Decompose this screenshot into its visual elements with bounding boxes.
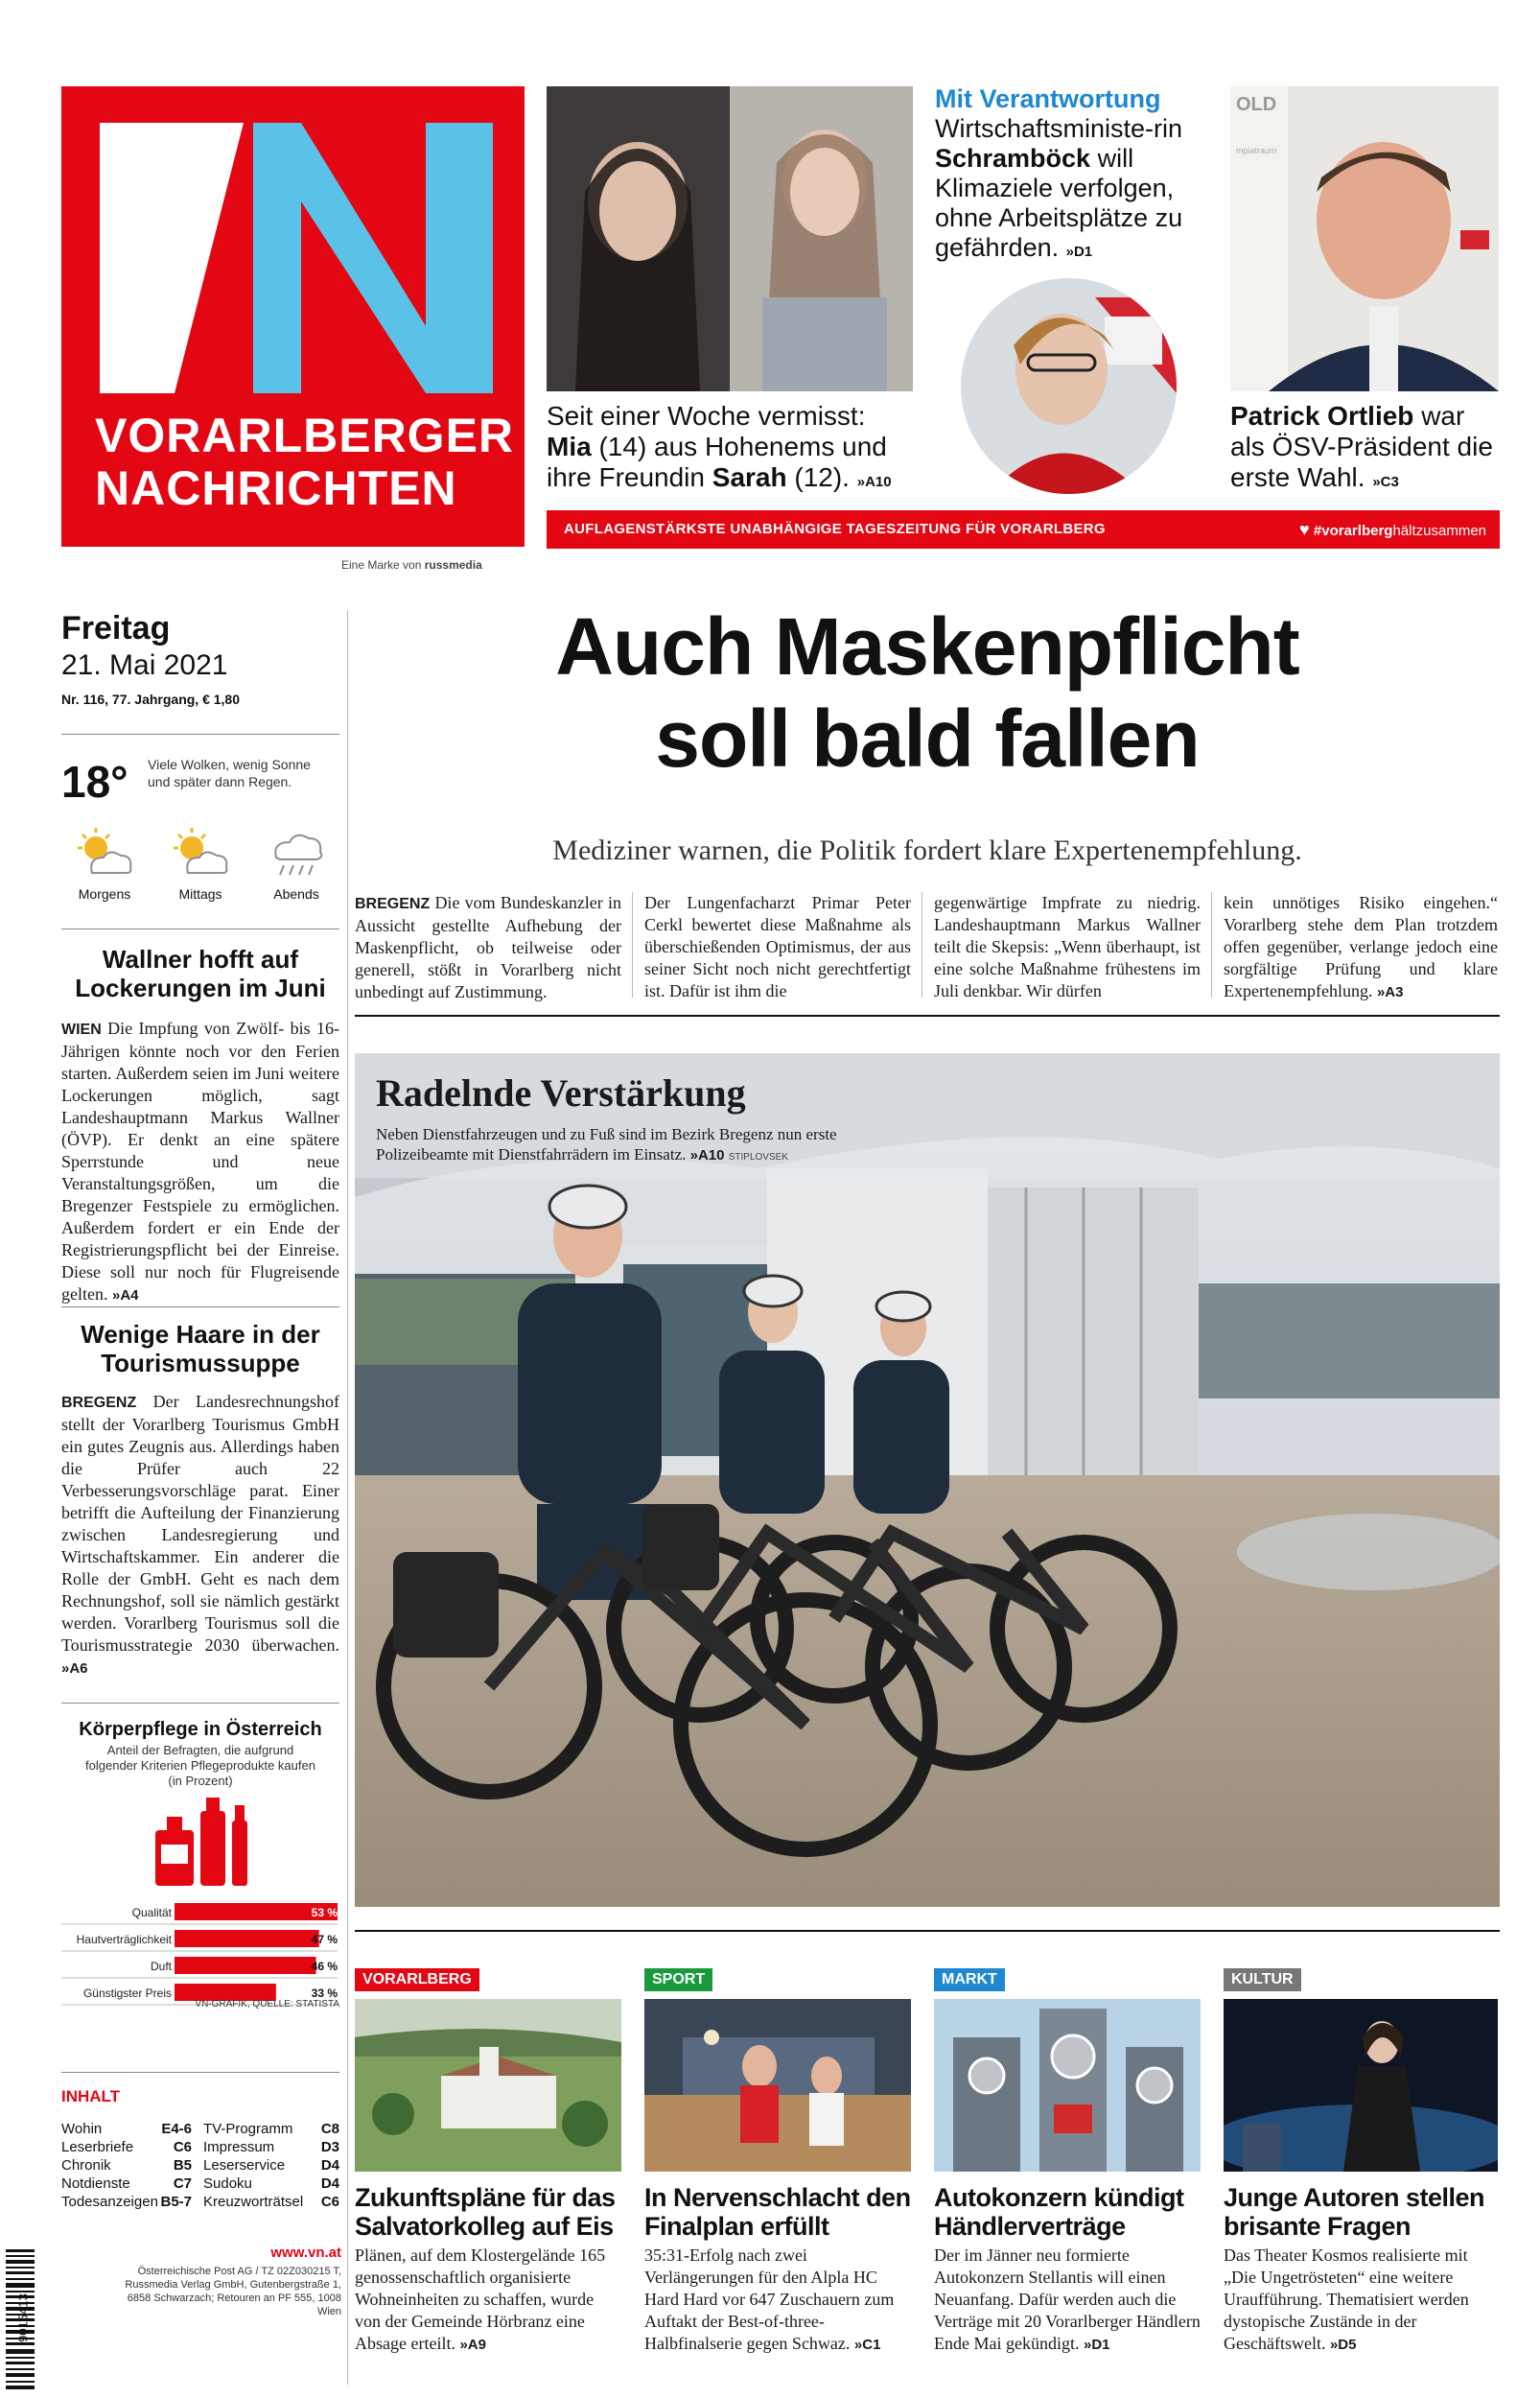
climate-teaser[interactable] <box>935 84 1199 267</box>
brand-note <box>341 558 482 572</box>
rain-cloud-icon <box>263 825 330 882</box>
section-headline: Autokonzern kündigt Händlerverträge <box>934 2183 1184 2241</box>
photo-caption-text: Neben Dienstfahrzeugen und zu Fuß sind im Bezirk Bregenz nun erste Polizeibeamte mit Dienstfahrrädern im Einsatz. <box>376 1125 837 1164</box>
issue-number: Nr. 116, 77. Jahrgang, € 1,80 <box>61 692 240 707</box>
lead-subhead: Mediziner warnen, die Politik fordert klare Expertenempfehlung. <box>552 835 1302 866</box>
sun-cloud-icon <box>71 825 138 882</box>
contents-entry-label: TV-Programm <box>203 2121 293 2137</box>
section-kicker[interactable]: KULTUR <box>1224 1968 1301 1991</box>
contents-entry-page: C6 <box>320 2194 339 2210</box>
section-kicker[interactable]: VORARLBERG <box>355 1968 479 1991</box>
imprint-text: Österreichische Post AG / TZ 02Z030215 T, Russmedia Verlag GmbH, Gutenbergstraße 1, 6858 Schwarzach; Retouren an PF 555, 1008 Wien <box>125 2266 341 2317</box>
weather-description: Viele Wolken, wenig Sonne und später dann Regen. <box>148 757 311 789</box>
infographic-bar-chart <box>61 1903 339 2009</box>
missing-text-post: (12). <box>794 462 850 492</box>
sidebar-story-headline: Wallner hofft auf Lockerungen im Juni <box>75 945 326 1002</box>
climate-ref: »D1 <box>1065 244 1093 260</box>
lead-column-text: Die vom Bundeskanzler in Aussicht gestellte Aufhebung der Maskenpflicht, ob teilweise oder generell, stößt in Vorarlberg nicht unbedingt auf Zustimmung. <box>355 893 621 1001</box>
weather-period <box>157 825 244 902</box>
ortlieb-text: war als ÖSV-Präsident die erste Wahl. <box>1230 401 1493 492</box>
car-dealer-photo <box>934 1999 1201 2172</box>
contents-entry-page: C8 <box>320 2121 339 2137</box>
contents-entry-label: Notdienste <box>61 2175 130 2192</box>
lead-column-text: Der Lungenfacharzt Primar Peter Cerkl bewertet diese Maßnahme als überschießenden Optimismus, der aus seiner Sicht noch nicht gerechtfertigt ist. Dafür ist ihm die <box>644 893 911 1000</box>
salvatorkolleg-photo <box>355 1999 621 2172</box>
imprint-url[interactable]: www.vn.at <box>270 2245 341 2261</box>
banner-tagline: AUFLAGENSTÄRKSTE UNABHÄNGIGE TAGESZEITUNG FÜR VORARLBERG <box>564 521 1106 537</box>
sidebar-story[interactable] <box>61 945 339 1306</box>
masthead-name-line1: VORARLBERGER <box>95 409 515 462</box>
ortlieb-bg-sign: OLD <box>1236 94 1277 115</box>
climate-text-post: will Klimaziele verfolgen, ohne Arbeitsplätze zu gefährden. <box>935 144 1183 262</box>
brand-note-prefix: Eine Marke von <box>341 558 422 572</box>
infographic-title: Körperpflege in Österreich <box>79 1719 322 1740</box>
heart-icon: ♥ <box>1299 520 1310 539</box>
chart-bar <box>175 1930 319 1947</box>
contents-entry-label: Leserservice <box>203 2157 286 2174</box>
section-text <box>644 2245 911 2356</box>
contents-entry-page: C7 <box>173 2175 192 2192</box>
contents-entry[interactable] <box>61 2120 192 2138</box>
schramboeck-portrait <box>961 278 1177 494</box>
section-body: Der im Jänner neu formierte Autokonzern Stellantis will einen Neuanfang. Dafür werden auch die Verträge mit 20 Vorarlberger Händlern Ende Mai gekündigt. <box>934 2245 1201 2353</box>
banner-hashtag[interactable] <box>1299 520 1486 540</box>
weather-periods <box>61 825 339 902</box>
contents-entry-page: B5 <box>173 2157 192 2174</box>
sidebar-story-dateline: WIEN <box>61 1022 102 1038</box>
contents-entry-label: Todesanzeigen <box>61 2194 158 2210</box>
barcode <box>6 2249 44 2393</box>
chart-value-label: 53 % <box>311 1906 338 1919</box>
sidebar-story-headline: Wenige Haare in der Tourismussuppe <box>81 1320 320 1377</box>
section-text <box>1224 2245 1498 2356</box>
ortlieb-teaser[interactable] <box>1230 401 1504 498</box>
contents-entry[interactable] <box>61 2193 192 2211</box>
contents-box <box>61 2087 339 2211</box>
sidebar-story[interactable] <box>61 1320 339 1680</box>
section-teaser[interactable] <box>934 1968 1201 2356</box>
weather-period-label: Abends <box>273 886 319 902</box>
photo-headline: Radelnde Verstärkung <box>376 1071 746 1115</box>
weather-period <box>253 825 339 902</box>
lead-column-text: gegenwärtige Impfrate zu niedrig. Landeshauptmann Markus Wallner teilt die Skepsis: „Wenn überhaupt, ist eine solche Maßnahme frühestens im Juli denkbar. Wir dürfen <box>934 893 1201 1000</box>
missing-text-mid: (14) aus Hohenems und ihre Freundin <box>547 432 887 492</box>
weather-box <box>61 748 339 921</box>
contents-entry-page: D4 <box>320 2157 339 2174</box>
contents-entry-page: E4-6 <box>161 2121 192 2137</box>
lead-headline[interactable] <box>357 600 1498 785</box>
contents-entry-label: Kreuzworträtsel <box>203 2194 304 2210</box>
lead-column <box>934 892 1201 1002</box>
contents-entry-label: Impressum <box>203 2139 275 2155</box>
barcode-number: 9015413 <box>15 2293 31 2342</box>
lead-headline-line2: soll bald fallen <box>655 694 1200 784</box>
banner-hashtag-suffix: hältzusammen <box>1392 523 1486 539</box>
missing-girls-photo <box>547 86 913 391</box>
sidebar-story-ref: »A6 <box>61 1660 88 1677</box>
sidebar-story-ref: »A4 <box>111 1287 139 1304</box>
contents-entry[interactable] <box>203 2156 339 2175</box>
contents-entry-page: D3 <box>320 2139 339 2155</box>
missing-name2: Sarah <box>712 462 787 492</box>
climate-text-pre: Wirtschaftsministe-rin <box>935 114 1183 143</box>
missing-ref: »A10 <box>856 474 892 490</box>
infographic <box>61 1719 339 2010</box>
date-box <box>61 610 339 707</box>
lead-column <box>355 892 621 1003</box>
lead-headline-line1: Auch Maskenpflicht <box>555 601 1299 692</box>
weather-period-label: Mittags <box>178 886 222 902</box>
photo-credit: STIPLOVSEK <box>728 1152 788 1163</box>
ortlieb-bg-small: mpiatraum <box>1236 146 1277 155</box>
lead-dateline: BREGENZ <box>355 896 431 912</box>
section-text <box>934 2245 1201 2356</box>
bike-police-photo[interactable] <box>355 1053 1500 1907</box>
contents-entry[interactable] <box>61 2156 192 2175</box>
section-teaser[interactable] <box>1224 1968 1498 2356</box>
section-text <box>355 2245 621 2356</box>
lead-column <box>644 892 911 1002</box>
cosmetics-icon <box>148 1792 253 1888</box>
masthead-name-line2: NACHRICHTEN <box>95 461 457 515</box>
sidebar-story-dateline: BREGENZ <box>61 1395 137 1411</box>
ortlieb-ref: »C3 <box>1372 474 1399 490</box>
contents-entry-label: Wohin <box>61 2121 103 2137</box>
section-body: Plänen, auf dem Klostergelände 165 genossenschaftlich organisierte Wohneinheiten zu schaffen, wurde von der Gemeinde Hörbranz eine Absage erteilt. <box>355 2245 606 2353</box>
contents-entry-page: C6 <box>173 2139 192 2155</box>
section-teaser[interactable] <box>644 1968 911 2356</box>
masthead-banner <box>547 510 1500 549</box>
missing-text-pre: Seit einer Woche vermisst: <box>547 401 866 431</box>
section-headline: In Nervenschlacht den Finalplan erfüllt <box>644 2183 911 2241</box>
photo-caption <box>376 1124 894 1167</box>
contents-entry-label: Chronik <box>61 2157 111 2174</box>
weather-period <box>61 825 148 902</box>
banner-hashtag-prefix: #vorarlberg <box>1313 523 1393 539</box>
contents-entry-page: D4 <box>320 2175 339 2192</box>
section-teaser[interactable] <box>355 1968 621 2356</box>
ortlieb-photo <box>1230 86 1499 391</box>
vn-logo-mark <box>61 86 525 403</box>
contents-left-column <box>61 2120 192 2211</box>
contents-entry[interactable] <box>61 2138 192 2156</box>
photo-caption-box <box>355 1053 1500 1178</box>
ortlieb-name: Patrick Ortlieb <box>1230 401 1414 431</box>
sidebar-story-text <box>61 1018 339 1306</box>
infographic-source: VN-GRAFIK, QUELLE: STATISTA <box>195 1999 339 2010</box>
imprint <box>63 2245 341 2318</box>
chart-category-label: Günstigster Preis <box>82 1987 172 2000</box>
weekday: Freitag <box>61 610 171 647</box>
section-kicker[interactable]: SPORT <box>644 1968 712 1991</box>
chart-value-label: 46 % <box>311 1960 338 1973</box>
chart-category-label: Duft <box>150 1960 172 1973</box>
lead-ref: »A3 <box>1376 984 1404 1000</box>
contents-entry-page: B5-7 <box>160 2194 192 2210</box>
section-ref: »A9 <box>459 2337 486 2353</box>
chart-category-label: Hautverträglichkeit <box>76 1933 172 1946</box>
weather-period-label: Morgens <box>78 886 131 902</box>
section-ref: »D1 <box>1083 2337 1110 2353</box>
climate-name: Schramböck <box>935 144 1091 173</box>
contents-entry[interactable] <box>203 2175 339 2193</box>
contents-entry-label: Leserbriefe <box>61 2139 134 2155</box>
section-body: 35:31-Erfolg nach zwei Verlängerungen für den Alpla HC Hard Hard vor 647 Zuschauern zum Auftakt der Best-of-three-Halbfinalserie gegen Schwaz. <box>644 2245 895 2353</box>
contents-right-column <box>203 2120 339 2211</box>
sidebar-story-body: Der Landesrechnungshof stellt der Vorarlberg Tourismus GmbH ein gutes Zeugnis aus. Allerdings haben die Prüfer auch 22 Verbesserungsvorschläge parat. Einer betrifft die Aufteilung der Finanzierung zwischen Landesregierung und Wirtschaftskammer. Ein anderer die Rolle der GmbH. Geht es nach dem Rechnungshof, soll sie nämlich gestärkt werden. Vorarlberg Tourismus soll die Tourismusstrategie 2030 überwachen. <box>61 1392 340 1655</box>
masthead-logo[interactable] <box>61 86 525 547</box>
contents-entry[interactable] <box>61 2175 192 2193</box>
section-ref: »D5 <box>1329 2337 1357 2353</box>
infographic-subtitle: Anteil der Befragten, die aufgrund folgender Kriterien Pflegeprodukte kaufen (in Prozent) <box>85 1743 315 1788</box>
sidebar-story-body: Die Impfung von Zwölf- bis 16-Jährigen könnte noch vor den Ferien starten. Außerdem seien im Juni weitere Lockerungen möglich, sagt Landeshauptmann Markus Wallner (ÖVP). Er denkt an eine spätere Sperrstunde und neue Veranstaltungsgrößen, um die Bregenzer Festspiele zu ermöglichen. Außerdem fordert er ein Ende der Registrierungspflicht bei der Einreise. Diese soll nur noch für Flugreisende gelten. <box>61 1019 339 1304</box>
section-ref: »C1 <box>853 2337 881 2353</box>
chart-category-label: Qualität <box>131 1906 172 1919</box>
theater-photo <box>1224 1999 1498 2172</box>
section-headline: Zukunftspläne für das Salvatorkolleg auf Eis <box>355 2183 616 2241</box>
issue-date: 21. Mai 2021 <box>61 649 228 681</box>
photo-ref: »A10 <box>689 1147 725 1164</box>
climate-kicker: Mit Verantwortung <box>935 84 1161 113</box>
contents-title: INHALT <box>61 2087 121 2105</box>
sidebar-story-text <box>61 1391 339 1680</box>
missing-girls-teaser[interactable] <box>547 401 911 498</box>
missing-name1: Mia <box>547 432 592 461</box>
chart-bar <box>175 1957 316 1974</box>
contents-entry[interactable] <box>203 2120 339 2138</box>
section-headline: Junge Autoren stellen brisante Fragen <box>1224 2183 1485 2241</box>
brand-note-brand: russmedia <box>424 558 482 572</box>
chart-value-label: 33 % <box>311 1987 338 2000</box>
handball-photo <box>644 1999 911 2172</box>
section-kicker[interactable]: MARKT <box>934 1968 1005 1991</box>
lead-column <box>1224 892 1498 1003</box>
section-body: Das Theater Kosmos realisierte mit „Die Ungetrösteten“ eine weitere Uraufführung. Thematisiert werden dystopische Zustände in der Geschäftswelt. <box>1224 2245 1469 2353</box>
contents-entry[interactable] <box>203 2193 339 2211</box>
contents-entry-label: Sudoku <box>203 2175 252 2192</box>
lead-column-text: kein unnötiges Risiko eingehen.“ Vorarlberg stehe dem Plan trotzdem offen gegenüber, verlange jedoch eine sorgfältige Prüfung und klare Expertenempfehlung. <box>1224 893 1498 1000</box>
weather-temperature: 18° <box>61 757 128 807</box>
sun-cloud-icon <box>167 825 234 882</box>
contents-entry[interactable] <box>203 2138 339 2156</box>
chart-value-label: 47 % <box>311 1933 338 1946</box>
